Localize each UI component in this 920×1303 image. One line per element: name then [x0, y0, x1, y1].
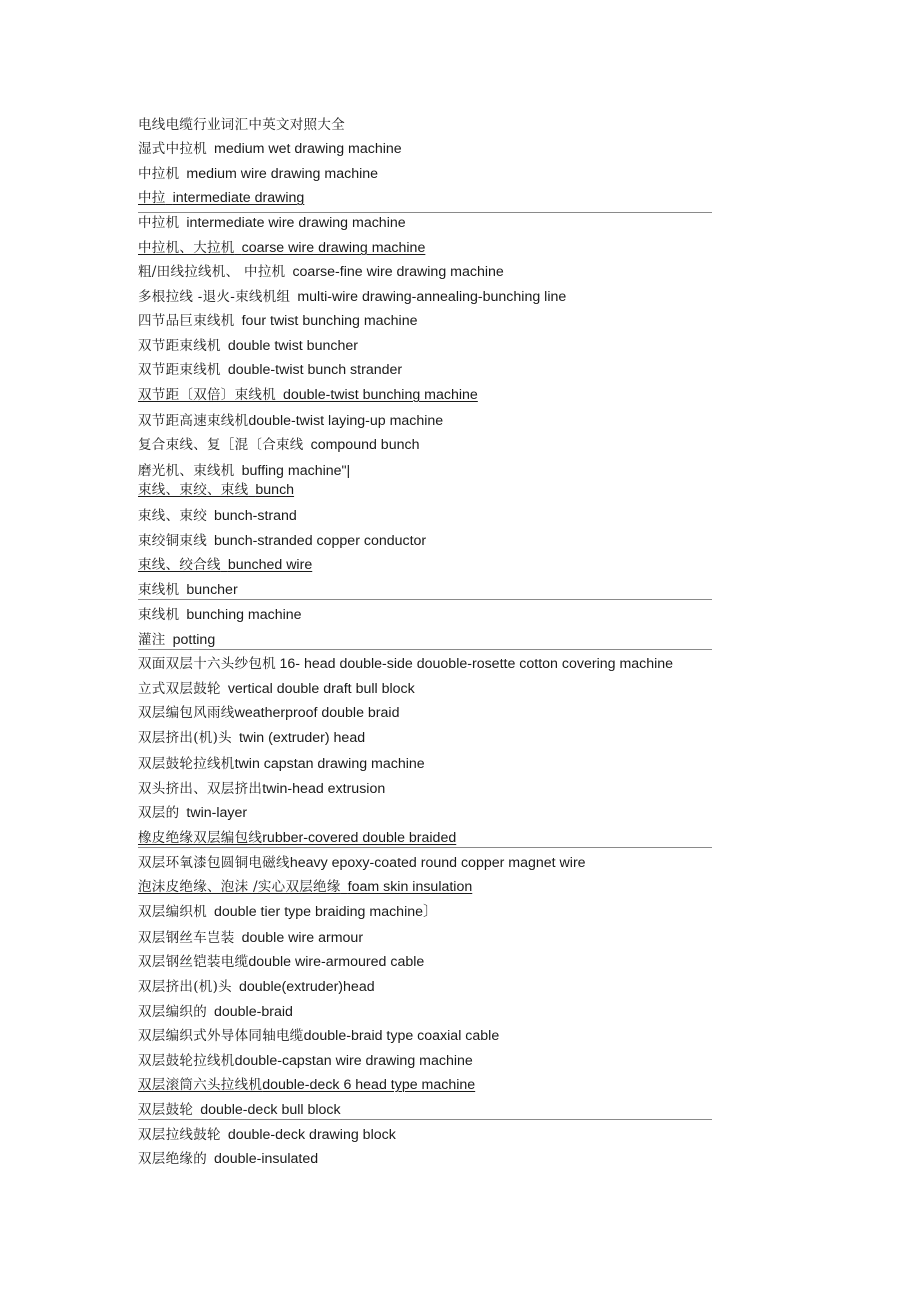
term-chinese: 立式双层鼓轮 [138, 681, 221, 697]
term-chinese: 粗/田线拉线机、 中拉机 [138, 264, 286, 280]
term-english: double-insulated [214, 1151, 319, 1167]
list-item [138, 1052, 473, 1071]
term-english: bunching machine [186, 607, 302, 623]
list-item [138, 1101, 341, 1120]
term-english: bunch-strand [214, 508, 297, 524]
term-english: double-deck drawing block [227, 1127, 396, 1143]
term-english: double wire armour [241, 930, 364, 946]
term-chinese: 双层钢丝铠装电缆 [138, 954, 249, 970]
list-item [138, 462, 350, 481]
term-chinese: 束线、绞合线 [138, 557, 221, 573]
list-item [138, 729, 365, 748]
term-english: coarse-fine wire drawing machine [292, 264, 504, 280]
list-item [138, 214, 406, 233]
term-english: double(extruder)head [238, 979, 375, 995]
list-item [138, 556, 312, 575]
list-item [138, 804, 247, 823]
term-chinese: 双层编织机 [138, 904, 207, 920]
term-chinese: 束线、束绞 [138, 508, 207, 524]
list-item [138, 854, 586, 873]
term-chinese: 双头挤出、双层挤出 [138, 781, 263, 797]
term-english: multi-wire drawing-annealing-bunching line [297, 289, 567, 305]
document-title: 电线电缆行业词汇中英文对照大全 [138, 117, 345, 133]
list-item [138, 631, 215, 650]
divider [138, 599, 712, 600]
list-item [138, 140, 402, 159]
list-item [138, 680, 415, 699]
term-chinese: 束绞铜束线 [138, 533, 207, 549]
list-item [138, 189, 304, 208]
term-english: double-braid type coaxial cable [303, 1028, 500, 1044]
term-chinese: 复合束线、复［混〔合束线 [138, 437, 304, 453]
list-item [138, 1076, 475, 1095]
term-english: rubber-covered double braided [262, 830, 457, 846]
term-english: medium wire drawing machine [186, 166, 379, 182]
list-item [138, 581, 238, 600]
list-item [138, 165, 378, 184]
term-english: twin-layer [186, 805, 248, 821]
list-item [138, 337, 358, 356]
term-chinese: 磨光机、束线机 [138, 463, 235, 479]
term-chinese: 灌注 [138, 632, 166, 648]
term-english: double tier type braiding machine〕 [214, 904, 438, 920]
term-english: bunch-stranded copper conductor [214, 533, 427, 549]
term-english: bunched wire [227, 557, 313, 573]
term-english: twin-head extrusion [262, 781, 386, 797]
term-english: twin capstan drawing machine [234, 756, 425, 772]
list-item [138, 903, 437, 922]
list-item [138, 1150, 318, 1169]
term-english: intermediate drawing [172, 190, 305, 206]
term-english: 16- head double-side douoble-rosette cotton covering machine [279, 656, 674, 672]
list-item [138, 878, 472, 897]
list-item [138, 1003, 293, 1022]
term-english: weatherproof double braid [234, 705, 400, 721]
term-chinese: 双层拉线鼓轮 [138, 1127, 221, 1143]
term-chinese: 双层的 [138, 805, 180, 821]
term-chinese: 束线、束绞、束线 [138, 482, 249, 498]
list-item [138, 412, 443, 431]
list-item [138, 507, 297, 526]
term-chinese: 泡沫皮绝缘、泡沫 /实心双层绝缘 [138, 879, 341, 895]
term-chinese: 湿式中拉机 [138, 141, 207, 157]
term-english: coarse wire drawing machine [241, 240, 426, 256]
term-chinese: 双面双层十六头纱包机 [138, 656, 276, 672]
term-english: potting [172, 632, 216, 648]
term-english: double-braid [214, 1004, 293, 1020]
term-chinese: 橡皮绝缘双层编包线 [138, 830, 263, 846]
list-item [138, 288, 566, 307]
list-item [138, 361, 402, 380]
divider [138, 847, 712, 848]
term-english: buffing machine"| [241, 463, 351, 479]
term-chinese: 中拉 [138, 190, 166, 206]
list-item [138, 263, 504, 282]
term-english: four twist bunching machine [241, 313, 418, 329]
term-english: double wire-armoured cable [248, 954, 425, 970]
term-english: compound bunch [310, 437, 420, 453]
term-chinese: 双层鼓轮拉线机 [138, 1053, 235, 1069]
term-chinese: 双层挤出(机)头 [138, 730, 232, 746]
list-item [138, 481, 294, 500]
term-chinese: 中拉机 [138, 215, 180, 231]
term-english: double-deck bull block [200, 1102, 341, 1118]
term-chinese: 中拉机、大拉机 [138, 240, 235, 256]
list-item [138, 780, 385, 799]
term-chinese: 双层鼓轮拉线机 [138, 756, 235, 772]
list-item [138, 953, 424, 972]
term-english: buncher [186, 582, 238, 598]
term-chinese: 束线机 [138, 582, 180, 598]
term-english: twin (extruder) head [238, 730, 366, 746]
term-chinese: 双层编包风雨线 [138, 705, 235, 721]
list-item [138, 704, 399, 723]
term-english: double-twist bunching machine [283, 387, 478, 403]
term-chinese: 双层编织式外导体同轴电缆 [138, 1028, 304, 1044]
list-item [138, 929, 363, 948]
term-chinese: 双节距束线机 [138, 338, 221, 354]
list-item [138, 655, 673, 674]
list-item [138, 606, 302, 625]
term-english: double-twist laying-up machine [248, 413, 444, 429]
term-chinese: 双节距〔双倍〕束线机 [138, 387, 276, 403]
list-item [138, 755, 425, 774]
term-english: heavy epoxy-coated round copper magnet wire [289, 855, 586, 871]
term-english: double twist buncher [227, 338, 358, 354]
term-chinese: 双层编织的 [138, 1004, 207, 1020]
term-chinese: 双节距高速束线机 [138, 413, 249, 429]
list-item [138, 1027, 499, 1046]
list-item [138, 386, 478, 405]
term-english: foam skin insulation [347, 879, 473, 895]
term-chinese: 双层滚筒六头拉线机 [138, 1077, 263, 1093]
term-chinese: 中拉机 [138, 166, 180, 182]
term-english: double-twist bunch strander [227, 362, 403, 378]
term-chinese: 四节品巨束线机 [138, 313, 235, 329]
term-english: double-capstan wire drawing machine [234, 1053, 473, 1069]
term-english: bunch [255, 482, 295, 498]
list-item [138, 436, 419, 455]
term-english: medium wet drawing machine [214, 141, 402, 157]
term-chinese: 双层环氧漆包圆铜电磁线 [138, 855, 290, 871]
term-chinese: 双层挤出(机)头 [138, 979, 232, 995]
term-chinese: 双层鼓轮 [138, 1102, 194, 1118]
term-chinese: 双层钢丝车岂装 [138, 930, 235, 946]
term-chinese: 多根拉线 -退火-束线机组 [138, 289, 291, 305]
list-item [138, 978, 375, 997]
term-english: vertical double draft bull block [227, 681, 415, 697]
list-item [138, 532, 426, 551]
divider [138, 1119, 712, 1120]
list-item [138, 239, 425, 258]
list-item [138, 312, 417, 331]
list-item [138, 829, 456, 848]
term-chinese: 双节距束线机 [138, 362, 221, 378]
list-item [138, 1126, 396, 1145]
term-english: double-deck 6 head type machine [262, 1077, 476, 1093]
divider [138, 649, 712, 650]
term-chinese: 双层绝缘的 [138, 1151, 207, 1167]
term-english: intermediate wire drawing machine [186, 215, 406, 231]
term-chinese: 束线机 [138, 607, 180, 623]
divider [138, 212, 712, 213]
